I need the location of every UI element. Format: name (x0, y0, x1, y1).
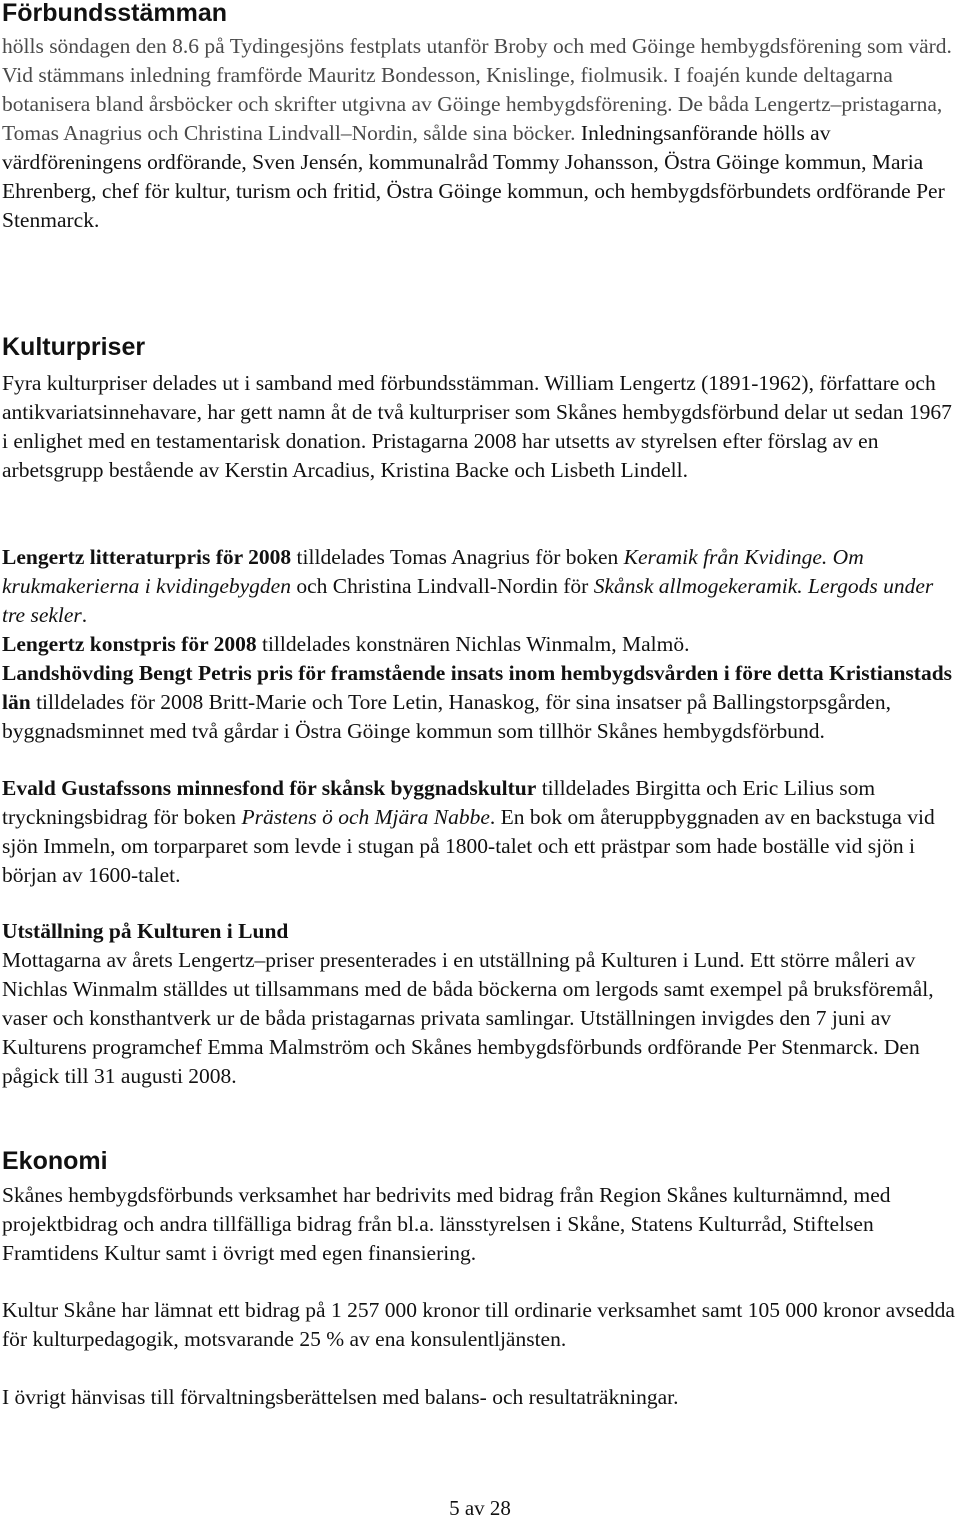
prize-text: tilldelades Birgitta och Eric Lilius som tryckningsbidrag för boken (2, 776, 876, 829)
paragraph-ekonomi-1: Skånes hembygdsförbunds verksamhet har bedrivits med bidrag från Region Skånes kulturnämnd, med projektbidrag och andra tillfälliga bidrag från bl.a. länsstyrelsen i Skåne, Statens Kulturråd, Stiftelsen Framtidens Kultur samt i övrigt med egen finansiering. (2, 1183, 891, 1265)
heading-forbundsstamman: Förbundsstämman (2, 0, 228, 27)
book-title: Keramik från Kvidinge. Om krukmakerierna i kvidingebygden (2, 545, 864, 598)
prize-text: tilldelades för 2008 Britt-Marie och Tore Letin, Hanaskog, för sina insatser på Ballingstorpsgården, byggnadsminnet med två gårdar i Östra Göinge kommun som tillhör Skånes hembygdsförbund. (2, 690, 891, 743)
heading-kulturpriser: Kulturpriser (2, 333, 146, 361)
paragraph-konstpris (0, 630, 960, 659)
prize-text: . En bok om återuppbyggnaden av en backstuga vid sjön Immeln, om torparparet som levde i stugan på 1800-talet och ett prästpar som hade boställe vid sjön i början av 1600-talet. (2, 805, 935, 887)
book-title: Prästens ö och Mjära Nabbe (241, 805, 490, 829)
paragraph-forbundsstamman (0, 32, 960, 235)
prize-name-konstpris: Lengertz konstpris för 2008 (2, 632, 257, 656)
book-title: Skånsk allmogekeramik. Lergods under tre sekler (2, 574, 934, 627)
paragraph-evald-gustafsson (0, 774, 960, 890)
heading-utstallning: Utställning på Kulturen i Lund (2, 919, 289, 943)
heading-ekonomi: Ekonomi (2, 1147, 108, 1175)
prize-name-litteraturpris: Lengertz litteraturpris för 2008 (2, 545, 292, 569)
paragraph-utstallning: Mottagarna av årets Lengertz–priser presenterades i en utställning på Kulturen i Lund. Ett större måleri av Nichlas Winmalm ställdes ut tillsammans med de båda böckerna om lergods samt exempel på bruksföremål, vaser och konsthantverk ur de båda pristagarnas privata samlingar. Utställningen invigdes den 7 juni av Kulturens programchef Emma Malmström och Skånes hembygdsförbunds ordförande Per Stenmarck. Den pågick till 31 augusti 2008. (2, 948, 934, 1088)
prize-text: tilldelades Tomas Anagrius för boken (291, 545, 624, 569)
prize-text: tilldelades konstnären Nichlas Winmalm, Malmö. (256, 632, 690, 656)
paragraph-litteraturpris (0, 543, 960, 630)
paragraph-landshovding-pris (0, 659, 960, 746)
page-number: 5 av 28 (449, 1496, 511, 1520)
paragraph-ekonomi-3: I övrigt hänvisas till förvaltningsberättelsen med balans- och resultaträkningar. (2, 1385, 679, 1409)
paragraph-rest-text: Inledningsanförande hölls av värdföreningens ordförande, Sven Jensén, kommunalråd Tommy Johansson, Östra Göinge kommun, Maria Ehrenberg, chef för kultur, turism och fritid, Östra Göinge kommun, och hembygdsförbundets ordförande Per Stenmarck. (2, 121, 945, 232)
paragraph-kulturpriser-intro: Fyra kulturpriser delades ut i samband med förbundsstämman. William Lengertz (1891-1962), författare och antikvariatsinnehavare, har gett namn åt de två kulturpriser som Skånes hembygdsförbund delar ut sedan 1967 i enlighet med en testamentarisk donation. Pristagarna 2008 har utsetts av styrelsen efter förslag av en arbetsgrupp bestående av Kerstin Arcadius, Kristina Backe och Lisbeth Lindell. (2, 371, 952, 482)
prize-name-landshovding: Landshövding Bengt Petris pris för framstående insats inom hembygdsvården i före detta Kristianstads län (2, 661, 953, 714)
paragraph-lead-text: hölls söndagen den 8.6 på Tydingesjöns festplats utanför Broby och med Göinge hembygdsförening som värd. Vid stämmans inledning framförde Mauritz Bondesson, Knislinge, fiolmusik. I foajén kunde deltagarna botanisera bland årsböcker och skrifter utgivna av Göinge hembygdsförening. De båda Lengertz–pristagarna, Tomas Anagrius och Christina Lindvall–Nordin, sålde sina böcker. (2, 34, 952, 145)
prize-text: och Christina Lindvall-Nordin för (290, 574, 594, 598)
prize-name-evald-gustafsson: Evald Gustafssons minnesfond för skånsk byggnadskultur (2, 776, 537, 800)
prize-text: . (81, 603, 88, 627)
paragraph-ekonomi-2: Kultur Skåne har lämnat ett bidrag på 1 257 000 kronor till ordinarie verksamhet samt 105 000 kronor avsedda för kulturpedagogik, motsvarande 25 % av ena konsulentljänsten. (2, 1298, 955, 1351)
